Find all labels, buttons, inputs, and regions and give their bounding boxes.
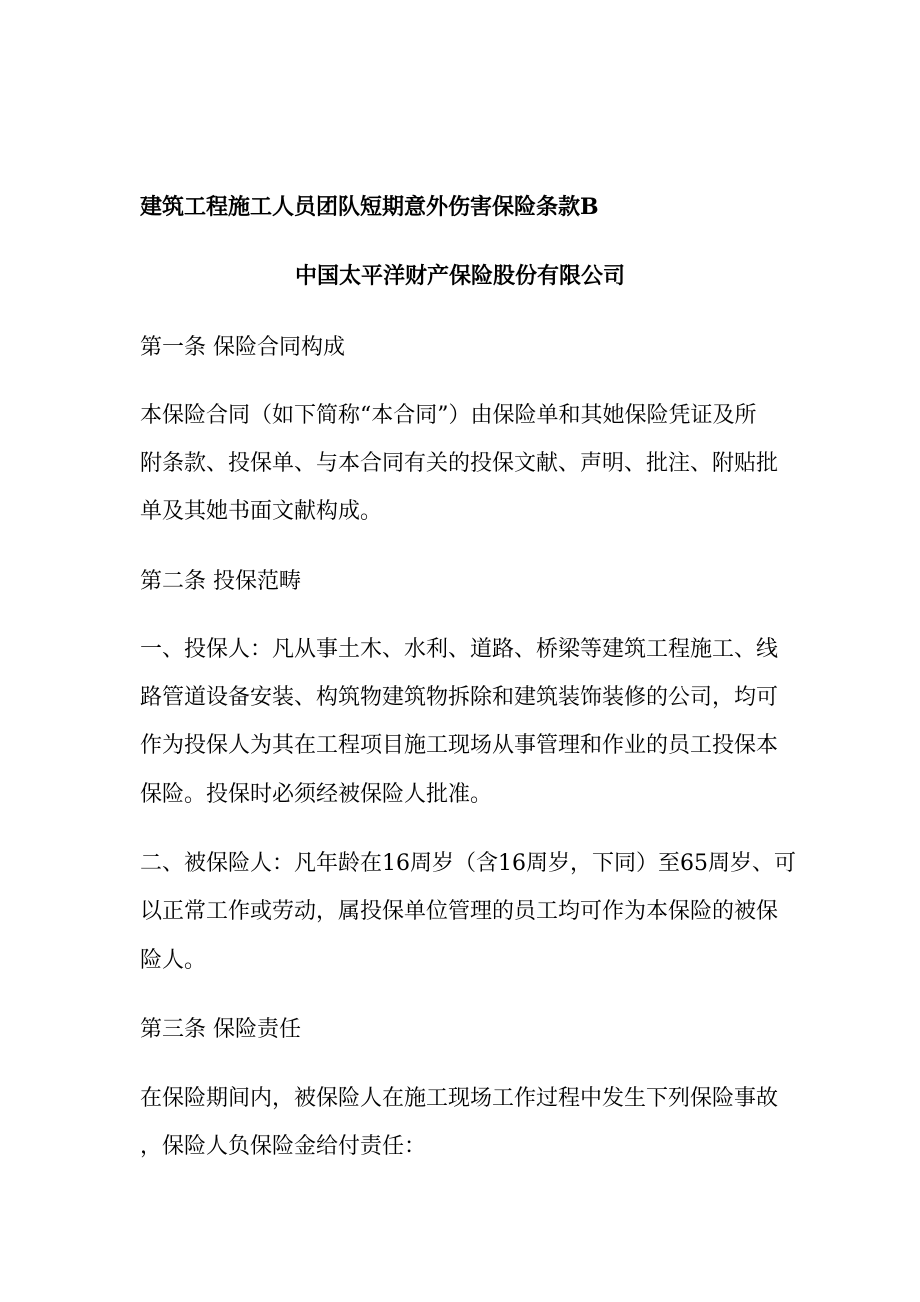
article-2-clause-2-line-3: 险人。 (140, 948, 207, 973)
article-2-heading: 第二条 投保范畴 (140, 569, 301, 594)
article-3-line-2: ，保险人负保险金给付责任： (140, 1134, 427, 1159)
article-3-heading: 第三条 保险责任 (140, 1017, 301, 1042)
article-2-clause-1-line-2: 路管道设备安装、构筑物建筑物拆除和建筑装饰装修的公司，均可 (140, 685, 779, 710)
article-1-line-2: 附条款、投保单、与本合同有关的投保文献、声明、批注、附贴批 (140, 451, 779, 476)
article-2-clause-2-line-2: 以正常工作或劳动，属投保单位管理的员工均可作为本保险的被保 (140, 899, 779, 924)
article-2-clause-2-line-1: 二、被保险人：凡年龄在16周岁（含16周岁，下同）至65周岁、可 (140, 851, 796, 876)
article-2-clause-1-line-4: 保险。投保时必须经被保险人批准。 (140, 782, 493, 807)
article-1-line-1: 本保险合同（如下简称“本合同”）由保险单和其她保险凭证及所 (140, 403, 757, 428)
article-3-line-1: 在保险期间内，被保险人在施工现场工作过程中发生下列保险事故 (140, 1086, 779, 1111)
company-name: 中国太平洋财产保险股份有限公司 (294, 263, 625, 289)
article-2-clause-1-line-1: 一、投保人：凡从事土木、水利、道路、桥梁等建筑工程施工、线 (140, 637, 779, 662)
article-1-heading: 第一条 保险合同构成 (140, 335, 345, 360)
document-title: 建筑工程施工人员团队短期意外伤害保险条款B (140, 194, 599, 220)
article-2-clause-1-line-3: 作为投保人为其在工程项目施工现场从事管理和作业的员工投保本 (140, 733, 779, 758)
article-1-line-3: 单及其她书面文献构成。 (140, 499, 383, 524)
